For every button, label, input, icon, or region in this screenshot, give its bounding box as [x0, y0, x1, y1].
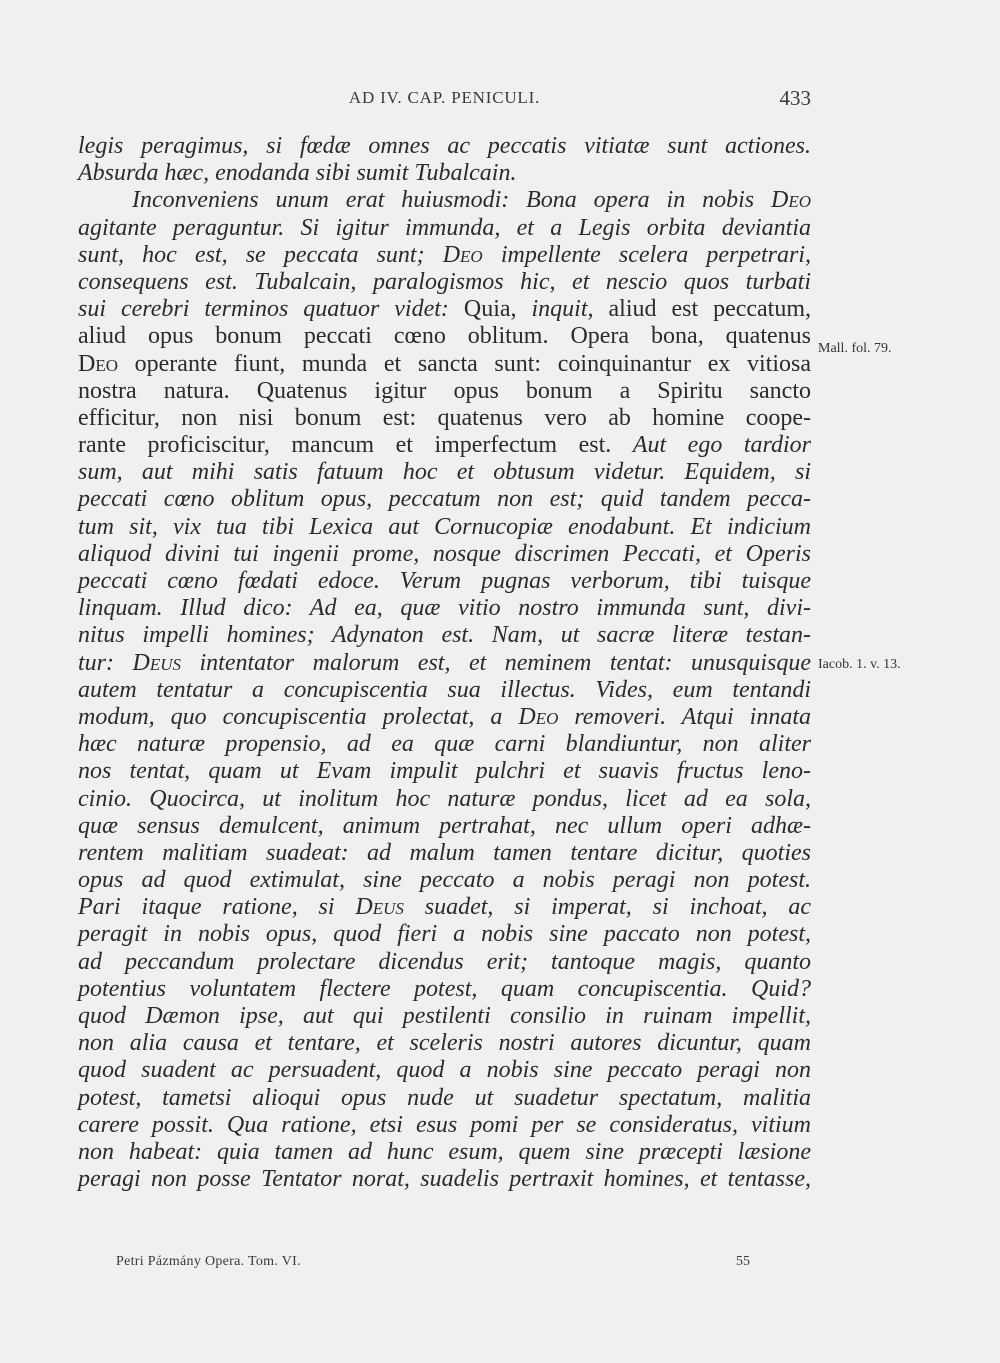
margin-note-iacob: Iacob. 1. v. 13.: [818, 657, 901, 672]
text-line: [78, 894, 811, 921]
text-line: consequens est. Tubalcain, paralogismos hic, et nescio quos turbati: [78, 268, 811, 295]
text-line: opus ad quod extimulat, sine peccato a nobis peragi non potest.: [78, 867, 811, 894]
text-line: rentem malitiam suadeat: ad malum tamen tentare dicitur, quoties: [78, 839, 811, 866]
text-line: quod suadent ac persuadent, quod a nobis sine peccato peragi non: [78, 1057, 811, 1084]
text-segment: tur:: [78, 649, 133, 676]
text-segment: removeri. Atqui innata: [558, 703, 811, 730]
text-segment: Pari itaque ratione, si: [78, 894, 356, 921]
text-segment: Inconveniens unum erat huiusmodi: Bona opera in nobis: [132, 187, 771, 214]
text-segment: operante fiunt, munda et sancta sunt: coinquinantur ex vitiosa: [118, 350, 811, 377]
text-line: agitante peraguntur. Si igitur immunda, et a Legis orbita deviantia: [78, 214, 811, 241]
text-segment: sunt, hoc est, se peccata sunt;: [78, 241, 443, 268]
text-line: non habeat: quia tamen ad hunc esum, quem sine præcepti læsione: [78, 1138, 811, 1165]
body-text: [78, 133, 811, 1193]
text-segment: Aut ego tardior: [632, 432, 812, 459]
text-segment: inquit,: [531, 296, 594, 323]
text-line: hæc naturæ propensio, ad ea quæ carni blandiuntur, non aliter: [78, 731, 811, 758]
text-line: carere possit. Qua ratione, etsi esus pomi per se consideratus, vitium: [78, 1111, 811, 1138]
text-segment: Deus: [132, 649, 181, 676]
text-line: aliquod divini tui ingenii prome, nosque discrimen Peccati, et Operis: [78, 540, 811, 567]
text-line: nitus impelli homines; Adynaton est. Nam, ut sacræ literæ testan-: [78, 622, 811, 649]
text-segment: modum, quo concupiscentia prolectat, a: [78, 703, 519, 730]
text-line: nostra natura. Quatenus igitur opus bonum a Spiritu sancto: [78, 377, 811, 404]
text-segment: impellente scelera perpetrari,: [482, 241, 811, 268]
text-segment: Deo: [771, 187, 811, 214]
text-line: [78, 296, 811, 323]
text-line: tum sit, vix tua tibi Lexica aut Cornucopiæ enodabunt. Et indicium: [78, 513, 811, 540]
text-line: nos tentat, quam ut Evam impulit pulchri et suavis fructus leno-: [78, 758, 811, 785]
text-line: ad peccandum prolectare dicendus erit; tantoque magis, quanto: [78, 948, 811, 975]
text-segment: suadet, si imperat, si inchoat, ac: [403, 894, 811, 921]
text-line: cinio. Quocirca, ut inolitum hoc naturæ pondus, licet ad ea sola,: [78, 785, 811, 812]
text-segment: Deo: [442, 241, 483, 268]
text-line: non alia causa et tentare, et sceleris nostri autores dicuntur, quam: [78, 1030, 811, 1057]
text-line: autem tentatur a concupiscentia sua illectus. Vides, eum tentandi: [78, 676, 811, 703]
text-segment: Deus: [355, 894, 404, 921]
text-line: [78, 650, 811, 677]
text-line: potest, tametsi alioqui opus nude ut suadetur spectatum, malitia: [78, 1084, 811, 1111]
text-line: [78, 351, 811, 378]
text-segment: Deo: [518, 703, 559, 730]
text-line: peccati cœno oblitum opus, peccatum non est; quid tandem pecca-: [78, 486, 811, 513]
text-line: sum, aut mihi satis fatuum hoc et obtusum videtur. Equidem, si: [78, 459, 811, 486]
footer-signature: Petri Pázmány Opera. Tom. VI.: [116, 1254, 301, 1269]
running-head: AD IV. CAP. PENICULI.: [348, 88, 541, 107]
text-line: [78, 704, 811, 731]
page-number: 433: [779, 86, 811, 110]
page-footer: [116, 1254, 776, 1274]
text-segment: Quia,: [463, 296, 532, 323]
text-segment: sui cerebri terminos quatuor videt:: [78, 296, 464, 323]
text-line: quæ sensus demulcent, animum pertrahat, nec ullum operi adhæ-: [78, 812, 811, 839]
text-line: [78, 242, 811, 269]
text-line: peccati cœno fœdati edoce. Verum pugnas verborum, tibi tuisque: [78, 568, 811, 594]
text-segment: Deo: [78, 350, 118, 377]
text-line: Absurda hæc, enodanda sibi sumit Tubalcain.: [78, 160, 517, 187]
margin-note-mall: Mall. fol. 79.: [818, 341, 892, 356]
page-header: [78, 86, 811, 116]
text-line: linquam. Illud dico: Ad ea, quæ vitio nostro immunda sunt, divi-: [78, 595, 811, 622]
text-line: peragit in nobis opus, quod fieri a nobis sine paccato non potest,: [78, 921, 811, 948]
text-segment: intentator malorum est, et neminem tentat: unusquisque: [181, 649, 812, 676]
text-line: quod Dæmon ipse, aut qui pestilenti consilio in ruinam impellit,: [78, 1003, 811, 1029]
text-line: efficitur, non nisi bonum est: quatenus vero ab homine coope-: [78, 404, 811, 431]
text-line: [78, 432, 811, 459]
text-segment: aliud est peccatum,: [593, 296, 812, 323]
text-line: aliud opus bonum peccati cœno oblitum. Opera bona, quatenus: [78, 323, 811, 350]
text-line: peragi non posse Tentator norat, suadelis pertraxit homines, et tentasse,: [78, 1166, 811, 1193]
text-line: legis peragimus, si fœdæ omnes ac peccatis vitiatæ sunt actiones.: [78, 133, 811, 159]
text-line: [78, 187, 811, 214]
footer-sheet-number: 55: [736, 1254, 750, 1269]
text-line: potentius voluntatem flectere potest, quam concupiscentia. Quid?: [78, 975, 811, 1002]
text-segment: rante proficiscitur, mancum et imperfectum est.: [78, 432, 633, 459]
